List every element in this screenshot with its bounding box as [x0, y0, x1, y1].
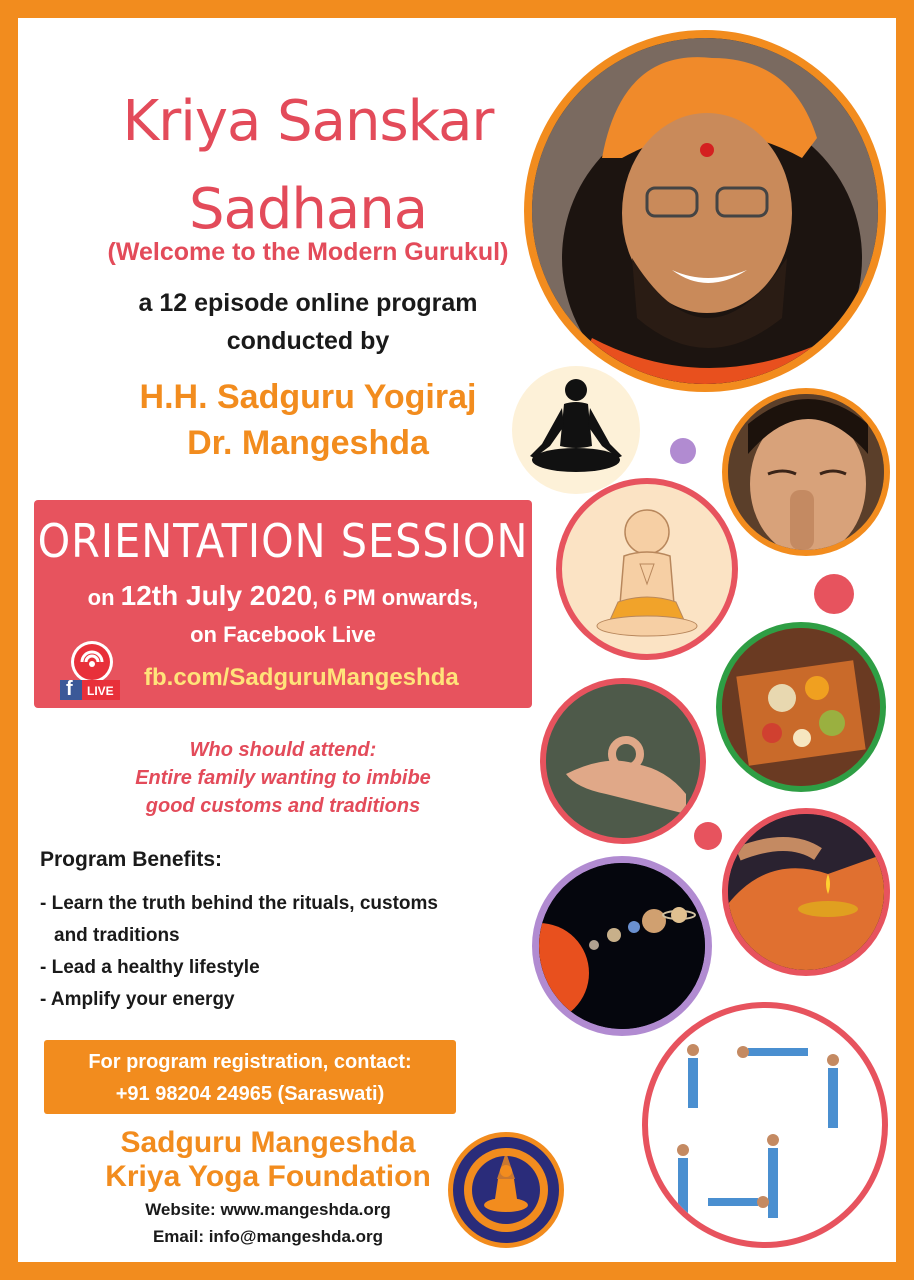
audience-info: [48, 736, 518, 820]
session-heading: ORIENTATION SESSION: [37, 514, 529, 568]
live-label: LIVE: [87, 684, 114, 698]
guru-line-2: Dr. Mangeshda: [187, 424, 429, 462]
title-line-2: Sadhana: [188, 177, 428, 242]
benefits-title: Program Benefits:: [40, 848, 223, 871]
benefit-item-1-cont: and traditions: [54, 925, 180, 946]
solar-system-photo: [532, 856, 712, 1036]
audience-line-3: good customs and traditions: [145, 795, 421, 817]
page-title: [48, 78, 568, 254]
foundation-name: [48, 1126, 488, 1194]
facebook-letter: f: [66, 678, 73, 700]
session-platform: on Facebook Live: [190, 622, 376, 647]
red-dot: [814, 574, 854, 614]
yoga-poses-illustration: [642, 1002, 888, 1248]
purple-dot: [670, 438, 696, 464]
registration-line-1: For program registration, contact:: [88, 1051, 412, 1073]
guru-portrait: [524, 30, 886, 392]
date-prefix: on: [87, 585, 121, 610]
date-suffix: , 6 PM onwards,: [312, 585, 479, 610]
description-line-1: a 12 episode online program: [138, 289, 478, 317]
orientation-session-box: [34, 500, 532, 708]
website-link[interactable]: Website: www.mangeshda.org: [145, 1200, 391, 1219]
meditation-silhouette: [512, 366, 640, 494]
diya-lamp-photo: [722, 808, 890, 976]
mudra-hand-photo: [540, 678, 706, 844]
program-description: [48, 284, 568, 360]
facebook-live-icon: [56, 640, 122, 700]
guru-name: [48, 374, 568, 466]
audience-line-1: Who should attend:: [189, 739, 377, 761]
date-value: 12th July 2020: [120, 580, 313, 611]
guru-line-1: H.H. Sadguru Yogiraj: [139, 378, 477, 416]
red-dot-small: [694, 822, 722, 850]
benefit-item-3: - Amplify your energy: [40, 989, 235, 1010]
foundation-logo: [448, 1132, 564, 1248]
contact-info: [48, 1196, 488, 1250]
registration-phone[interactable]: +91 98204 24965 (Saraswati): [115, 1083, 385, 1105]
subtitle: (Welcome to the Modern Gurukul): [107, 238, 509, 266]
audience-line-2: Entire family wanting to imbibe: [135, 767, 431, 789]
puja-offerings-photo: [716, 622, 886, 792]
foundation-line-1: Sadguru Mangeshda: [120, 1126, 416, 1159]
description-line-2: conducted by: [226, 327, 390, 355]
email-link[interactable]: Email: info@mangeshda.org: [152, 1227, 384, 1246]
foundation-line-2: Kriya Yoga Foundation: [105, 1160, 431, 1193]
registration-box: [44, 1040, 456, 1114]
child-praying-illustration: [556, 478, 738, 660]
poster: [18, 18, 896, 1262]
benefit-item-1: - Learn the truth behind the rituals, customs: [40, 893, 438, 914]
benefits-list: [40, 888, 510, 1016]
pranayama-photo: [722, 388, 890, 556]
title-line-1: Kriya Sanskar: [122, 89, 494, 154]
benefit-item-2: - Lead a healthy lifestyle: [40, 957, 260, 978]
session-date: [34, 580, 532, 612]
facebook-link[interactable]: fb.com/SadguruMangeshda: [144, 664, 459, 691]
